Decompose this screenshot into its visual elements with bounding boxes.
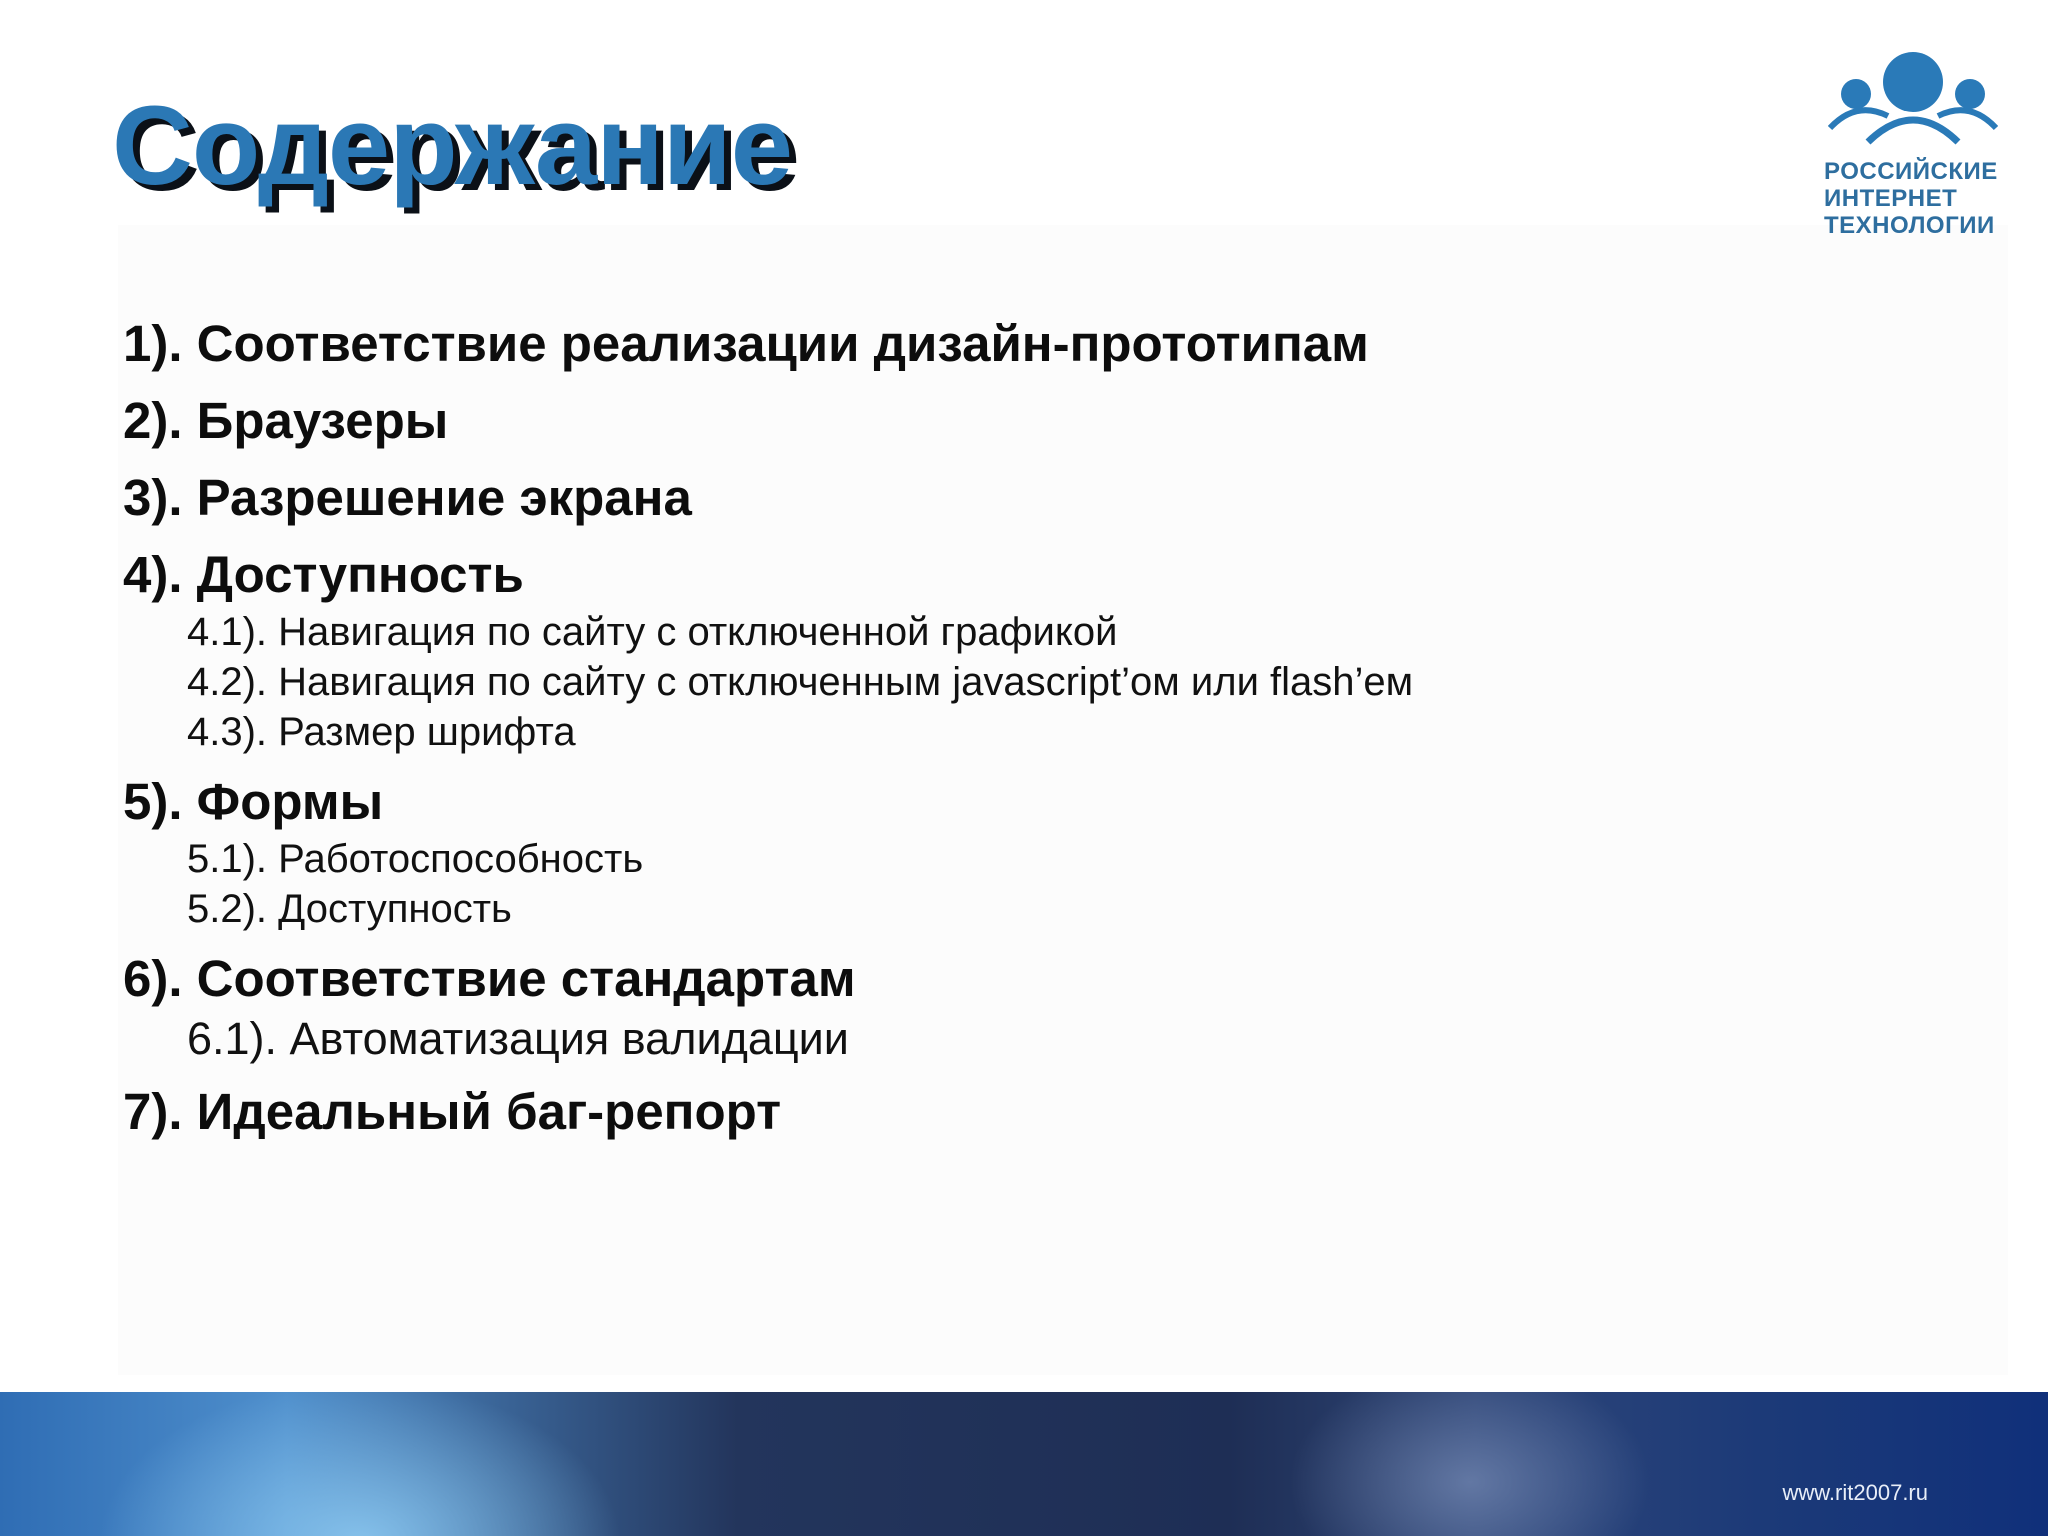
toc-item-4: [123, 543, 1413, 757]
toc-item-label: 7). Идеальный баг-репорт: [123, 1083, 782, 1140]
rit-logo: [1820, 50, 2010, 240]
toc-item-label: 3). Разрешение экрана: [123, 469, 692, 526]
toc-subitem: 4.2). Навигация по сайту с отключенным javascript’ом или flash’ем: [187, 660, 1414, 704]
toc-item-6: [123, 947, 1413, 1067]
logo-line-3: ТЕХНОЛОГИИ: [1824, 212, 1995, 239]
footer-url: www.rit2007.ru: [1782, 1480, 1928, 1505]
toc-item-2: [123, 389, 1413, 453]
toc-subitem: 4.1). Навигация по сайту с отключенной графикой: [187, 610, 1118, 654]
toc-item-label: 5). Формы: [123, 773, 384, 830]
toc-item-label: 6). Соответствие стандартам: [123, 950, 856, 1007]
toc-subitems: [123, 607, 1413, 757]
people-group-icon: [1828, 50, 1998, 150]
toc-item-label: 2). Браузеры: [123, 392, 449, 449]
toc-item-1: [123, 312, 1413, 376]
toc-subitem: 4.3). Размер шрифта: [187, 710, 576, 754]
toc-item-3: [123, 466, 1413, 530]
toc-item-5: [123, 770, 1413, 934]
toc-item-label: 4). Доступность: [123, 546, 524, 603]
toc-item-label: 1). Соответствие реализации дизайн-прототипам: [123, 315, 1369, 372]
logo-line-1: РОССИЙСКИЕ: [1824, 158, 1998, 185]
toc-subitem: 6.1). Автоматизация валидации: [187, 1013, 849, 1064]
toc-subitems: [123, 1011, 1413, 1067]
logo-line-2: ИНТЕРНЕТ: [1824, 185, 1958, 212]
table-of-contents: [123, 312, 1413, 1157]
slide-title: Содержание: [112, 83, 792, 208]
toc-item-7: [123, 1080, 1413, 1144]
toc-subitem: 5.2). Доступность: [187, 887, 512, 931]
footer-banner: [0, 1392, 2048, 1536]
toc-subitems: [123, 834, 1413, 934]
toc-subitem: 5.1). Работоспособность: [187, 837, 644, 881]
logo-text: [1824, 158, 1998, 239]
